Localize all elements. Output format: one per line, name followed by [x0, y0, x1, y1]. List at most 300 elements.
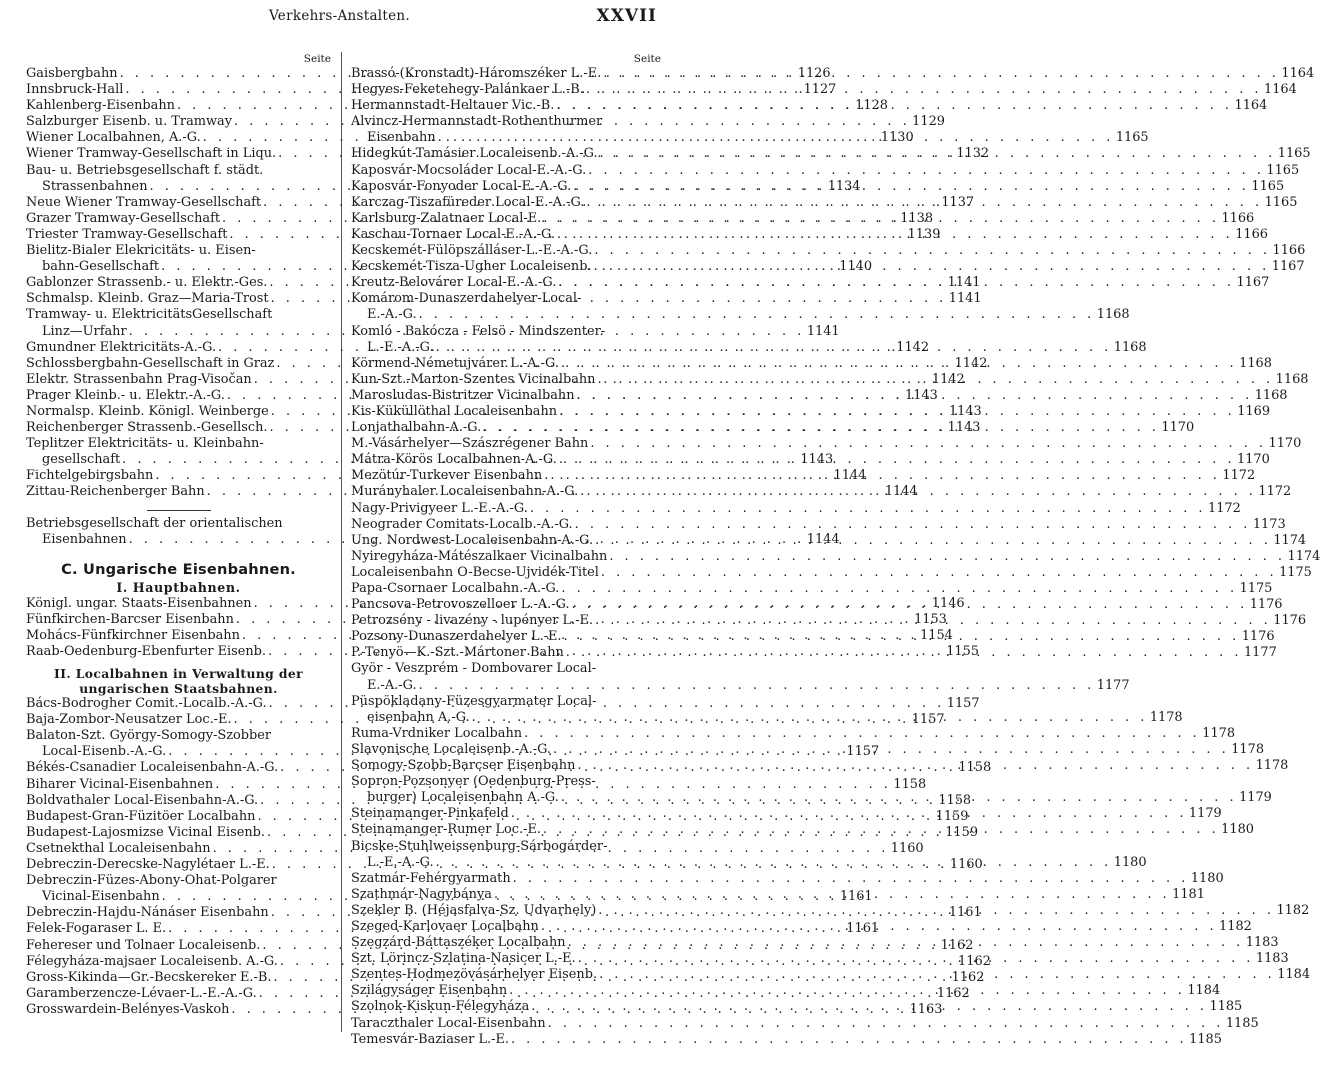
page-ref: 1172 — [1208, 500, 1241, 516]
leader-dots — [417, 307, 1097, 323]
page-ref: 1167 — [1236, 275, 1270, 291]
entry-name: Ruma-Vrdniker Localbahn — [351, 725, 523, 741]
seite-label: Seite — [633, 53, 661, 65]
entry-name: Karlsburg-Zalatnaer Local-E. — [351, 210, 542, 226]
entry-name-continued: E.-A.-G. — [367, 677, 417, 693]
page-ref: 1165 — [1266, 162, 1300, 178]
index-entry — [351, 564, 1312, 581]
entry-name: Salzburger Eisenb. u. Tramway — [26, 114, 232, 130]
page-ref: 1162 — [951, 969, 985, 985]
entry-name: Mezötúr-Turkever Eisenbahn — [351, 468, 543, 484]
leader-dots — [556, 275, 1236, 291]
entry-name: Debreczin-Füzes-Abony-Ohat-Polgarer — [26, 873, 277, 889]
entry-row — [351, 581, 1273, 597]
entry-name-continued: burger) Localeisenbahn A.-G. — [367, 790, 559, 806]
page-ref: 1160 — [890, 840, 924, 856]
page-ref: 1161 — [948, 905, 982, 921]
page-ref: 1168 — [1239, 355, 1272, 371]
page-ref: 1138 — [900, 210, 934, 226]
running-title: Verkehrs-Anstalten. — [268, 8, 411, 24]
page-ref: 1129 — [912, 114, 945, 130]
page-ref: 1169 — [1237, 403, 1271, 419]
leader-dots — [470, 710, 1150, 726]
entry-name: Elektr. Strassenbahn Prag-Visočan — [26, 371, 252, 387]
subsection-heading-line1: II. Localbahnen in Verwaltung der — [54, 666, 303, 682]
separator-rule — [147, 510, 211, 511]
page-ref: 1137 — [941, 194, 975, 210]
entry-name: Nyiregyháza-Mátészalkaer Vicinalbahn — [351, 548, 608, 564]
page-ref: 1146 — [931, 595, 965, 611]
leader-dots — [564, 645, 1244, 661]
entry-name: Püspökladany-Füzesgyarmater Local- — [351, 693, 597, 709]
entry-name: Prager Kleinb.- u. Elektr.-A.-G. — [26, 387, 225, 403]
page-ref: 1157 — [846, 744, 880, 760]
entry-name: Papa-Csornaer Localbahn.-A.-G. — [351, 581, 560, 596]
entry-name: Marosludas-Bistritzer Vicinalbahn — [351, 387, 575, 403]
entry-name-continued: Linz—Urfahr — [42, 323, 127, 339]
entry-name: Hegyes-Feketehegy-Palánkaer L.-B. — [351, 82, 584, 98]
entry-name: Wiener Localbahnen, A.-G. — [26, 130, 201, 146]
page-ref: 1174 — [1273, 532, 1307, 548]
entry-name: Lonjathalbahn-A.-G. — [351, 420, 482, 436]
entry-name: Bau- u. Betriebsgesellschaft f. städt. — [26, 162, 264, 178]
leader-dots — [584, 195, 1264, 211]
entry-row — [351, 162, 1300, 179]
page-ref: 1165 — [1251, 178, 1285, 194]
page-ref: 1170 — [1268, 436, 1302, 452]
page-ref: 1164 — [1281, 66, 1315, 81]
page-ref: 1141 — [948, 291, 982, 307]
entry-name: Félegyháza-majsaer Localeisenb. A.-G. — [26, 953, 278, 969]
leader-dots — [575, 758, 1255, 774]
entry-name-continued: L.-E.-A.-G. — [367, 339, 434, 355]
page-ref: 1180 — [1190, 870, 1224, 886]
entry-row — [351, 436, 1302, 452]
page-ref: 1168 — [1096, 307, 1130, 323]
entry-row — [351, 564, 1312, 581]
entry-name: Kun-Szt.-Marton-Szentes Vicinalbahn — [351, 371, 596, 387]
entry-name: Reichenberger Strassenb.-Gesellsch. — [26, 420, 268, 436]
entry-name: Debreczin-Derecske-Nagylétaer L.-E. — [26, 857, 270, 873]
entry-name: Triester Tramway-Gesellschaft — [26, 226, 228, 242]
page-ref: 1130 — [880, 130, 914, 146]
entry-row — [351, 677, 1130, 694]
page-ref: 1183 — [1255, 951, 1289, 967]
entry-name: P.-Tenyö—K.-Szt.-Mártoner Bahn — [351, 645, 564, 661]
page-ref: 1143 — [905, 387, 938, 403]
page-ref: 1174 — [1287, 548, 1320, 564]
index-entry — [351, 243, 1306, 259]
entry-name: Murányhaler Localeisenbahn-A.-G. — [351, 484, 579, 500]
leader-dots — [562, 629, 1242, 645]
entry-row — [351, 548, 1320, 565]
page-ref: 1185 — [1209, 999, 1243, 1015]
entry-name: Szatmár-Fehérgyarmath — [351, 870, 511, 886]
entry-name: Normalsp. Kleinb. Königl. Weinberge — [26, 403, 269, 419]
entry-name: Zittau-Reichenberger Bahn — [26, 484, 205, 500]
leader-dots — [598, 146, 1278, 162]
page-ref: 1164 — [1234, 98, 1268, 114]
leader-dots — [557, 452, 1237, 468]
page-ref: 1184 — [1277, 967, 1311, 983]
entry-name: Budapest-Lajosmizse Vicinal Eisenb. — [26, 824, 266, 840]
page-ref: 1142 — [896, 339, 930, 355]
page-ref: 1180 — [1113, 854, 1147, 870]
entry-name: Petrozsény - livazény - lupényer L.-E. — [351, 613, 594, 629]
leader-dots — [434, 340, 1114, 356]
leader-dots — [507, 983, 1187, 999]
entry-name: Kahlenberg-Eisenbahn — [26, 98, 175, 114]
page-header — [0, 6, 679, 28]
leader-dots — [599, 565, 1279, 581]
page-ref: 1177 — [1096, 677, 1130, 693]
leader-dots — [570, 597, 1250, 613]
entry-name: Szilágyságer Eisenbahn — [351, 983, 508, 999]
leader-dots — [578, 484, 1258, 500]
entry-name: Karczag-Tiszafüreder Local-E.-A.-G. — [351, 194, 585, 210]
page-ref: 1153 — [914, 611, 947, 627]
page-ref: 1143 — [948, 403, 982, 419]
leader-dots — [434, 855, 1114, 871]
entry-name: Grosswardein-Belényes-Vaskoh — [26, 1001, 230, 1017]
leader-dots — [541, 211, 1221, 227]
entry-name: Bács-Bodrogher Comit.-Localb.-A.-G. — [26, 696, 267, 712]
page-ref: 1162 — [936, 985, 970, 1001]
index-entry — [351, 500, 1241, 517]
entry-name: Debreczin-Hajdu-Nánáser Eisenbahn — [26, 905, 269, 921]
page-ref: 1178 — [1202, 725, 1236, 741]
entry-name: Bielitz-Bialer Elekricitäts- u. Eisen- — [26, 243, 256, 259]
entry-name: Györ - Veszprém - Dombovarer Local- — [351, 661, 597, 677]
page-number: XXVII — [596, 6, 657, 26]
leader-dots — [559, 356, 1239, 372]
page-ref: 1182 — [1219, 918, 1252, 934]
entry-name: Gaisbergbahn — [26, 66, 118, 81]
entry-row — [351, 1015, 1259, 1032]
page-ref: 1126 — [797, 66, 831, 81]
leader-dots — [528, 501, 1208, 517]
leader-dots — [601, 66, 1281, 82]
entry-name: Kaschau-Tornaer Local-E.-A.-G. — [351, 226, 555, 242]
leader-dots — [554, 98, 1234, 114]
page-ref: 1143 — [800, 452, 834, 468]
entry-name: Budapest-Gran-Füzitöer Localbahn — [26, 808, 256, 824]
page-ref: 1165 — [1277, 146, 1311, 162]
index-entry — [351, 548, 1320, 565]
page-ref: 1178 — [1149, 709, 1183, 725]
page-ref: 1158 — [958, 760, 992, 776]
seite-label: Seite — [303, 53, 331, 65]
leader-dots — [509, 806, 1189, 822]
index-entry — [351, 1031, 1222, 1048]
page-ref: 1162 — [958, 953, 991, 969]
entry-name-continued: Vicinal-Eisenbahn — [42, 889, 160, 905]
entry-name: Temesvár-Baziaser L.-E. — [351, 1031, 509, 1047]
page-ref: 1159 — [935, 808, 969, 824]
section-heading: C. Ungarische Eisenbahnen. — [61, 560, 296, 578]
index-entry — [351, 661, 1130, 693]
page-ref: 1181 — [1172, 886, 1205, 902]
entry-name: Tramway- u. ElektricitätsGesellschaft — [26, 307, 273, 323]
page-ref: 1132 — [956, 146, 990, 162]
index-entry — [351, 516, 1286, 533]
entry-name: Szeged-Karlovaer Localbahn — [351, 918, 539, 934]
entry-name-continued: Eisenbahn — [367, 130, 436, 146]
page-ref: 1162 — [940, 937, 974, 953]
index-entry — [351, 870, 1224, 887]
page-ref: 1144 — [833, 468, 867, 484]
entry-name: Békés-Csanadier Localeisenbahn-A.-G. — [26, 760, 279, 776]
page-ref: 1143 — [947, 420, 981, 436]
entry-name: Gablonzer Strassenb.- u. Elektr.-Ges. — [26, 275, 268, 291]
page-ref: 1176 — [1241, 629, 1275, 645]
entry-name: Hidegkút-Tamásier Localeisenb.-A.-G. — [351, 146, 598, 162]
page-ref: 1141 — [947, 275, 981, 291]
leader-dots — [559, 581, 1239, 597]
page-ref: 1158 — [938, 792, 972, 808]
subsection-heading-line2: ungarischen Staatsbahnen. — [79, 681, 278, 697]
page-ref: 1168 — [1275, 371, 1309, 387]
entry-name: Mátra-Körös Localbahnen-A.-G. — [351, 452, 557, 468]
entry-name: Biharer Vicinal-Eisenbahnen — [26, 776, 214, 792]
entry-name: Taraczthaler Local-Eisenbahn — [351, 1015, 546, 1031]
leader-dots — [573, 517, 1253, 533]
leader-dots — [557, 404, 1237, 420]
leader-dots — [588, 436, 1268, 452]
leader-dots — [597, 967, 1277, 983]
page-ref: 1175 — [1279, 564, 1312, 580]
entry-row — [351, 1031, 1222, 1048]
page-ref: 1160 — [949, 857, 983, 873]
entry-name: Komló - Bakócza - Felsö - Mindszenter- — [351, 323, 606, 339]
entry-name: Szolnok-Kiskun-Félegyháza — [351, 999, 530, 1015]
entry-name: Schmalsp. Kleinb. Graz—Maria-Trost — [26, 291, 269, 307]
entry-name: Localeisenbahn O-Becse-Ujvidék-Titel — [351, 564, 599, 580]
entry-name: Kreutz-Belovárer Local-E.-A.-G. — [351, 275, 557, 291]
page-ref: 1183 — [1245, 935, 1279, 951]
page-ref: 1165 — [1115, 130, 1149, 146]
subsection-heading: I. Hauptbahnen. — [116, 579, 241, 595]
entry-name: Szentes-Hodmezövásárhelyer Eisenb. — [351, 967, 598, 983]
leader-dots — [593, 533, 1273, 549]
page-ref: 1176 — [1273, 613, 1307, 629]
entry-name: Königl. ungar. Staats-Eisenbahnen — [26, 595, 252, 611]
entry-name: Kaposvár-Mocsoláder Local-E.-A.-G. — [351, 162, 587, 178]
entry-name: Bicske-Stuhlweissenburg-Sárbogárder- — [351, 838, 608, 854]
leader-dots — [559, 790, 1239, 806]
page-ref: 1134 — [827, 178, 861, 194]
leader-dots — [481, 420, 1161, 436]
entry-name: Innsbruck-Hall — [26, 82, 124, 98]
entry-name: Steinamanger-Rumer Loc.-E. — [351, 822, 541, 838]
entry-name: Slavonische Localeisenb.-A.-G. — [351, 741, 552, 757]
page-ref: 1185 — [1189, 1031, 1222, 1047]
entry-name: Kaposvár-Fonyoder Local-E.-A.-G. — [351, 178, 572, 194]
page-ref: 1166 — [1221, 210, 1255, 226]
leader-dots — [522, 726, 1202, 742]
entry-name: Körmend-Németujvárer L.-A.-G. — [351, 355, 559, 371]
entry-row — [351, 870, 1224, 887]
leader-dots — [546, 1016, 1226, 1032]
page-ref: 1175 — [1239, 581, 1273, 596]
leader-dots — [586, 163, 1266, 179]
entry-name-continued: Local-Eisenb.-A.-G. — [42, 744, 167, 760]
page-ref: 1141 — [806, 323, 840, 339]
page-ref: 1139 — [907, 226, 941, 242]
entry-name-continued: Eisenbahnen — [42, 531, 127, 547]
page-ref: 1140 — [839, 259, 873, 275]
entry-name: Neue Wiener Tramway-Gesellschaft — [26, 194, 262, 210]
page-ref: 1159 — [945, 824, 979, 840]
entry-name: Mohács-Fünfkirchner Eisenbahn — [26, 627, 240, 643]
page-ref: 1164 — [1264, 82, 1297, 98]
entry-name: Alvincz-Hermannstadt-Rothenthurmer — [351, 114, 603, 130]
index-entry — [351, 1015, 1259, 1032]
leader-dots — [511, 871, 1191, 887]
entry-name: Pancsova-Petrovoszelloer L.-A.-G. — [351, 597, 570, 613]
page-ref: 1157 — [946, 696, 980, 712]
entry-name: Kecskemét-Fülöpszálláser-L.-E.-A.-G. — [351, 243, 593, 259]
entry-name: Csetnekthal Localeisenbahn — [26, 840, 211, 856]
leader-dots — [539, 919, 1219, 935]
entry-name: Komárom-Dunaszerdahelyer-Local- — [351, 291, 582, 307]
page-ref: 1144 — [806, 531, 840, 547]
leader-dots — [436, 130, 1116, 146]
leader-dots — [576, 951, 1256, 967]
page-ref: 1184 — [1187, 983, 1221, 999]
leader-dots — [566, 935, 1246, 951]
entry-row — [351, 725, 1236, 742]
page-ref: 1155 — [946, 644, 980, 659]
page-ref: 1182 — [1276, 902, 1310, 918]
page-ref: 1161 — [839, 889, 873, 905]
entry-name: Szt. Lörincz-Szlatina-Nasicer L.-E. — [351, 951, 576, 967]
entry-name: M.-Vásárhelyer—Szászrégener Bahn — [351, 436, 589, 452]
page-ref: 1142 — [954, 355, 988, 371]
entry-name: Szegzárd-Báttaszéker Localbahn — [351, 935, 566, 951]
entry-name: Fichtelgebirgsbahn — [26, 468, 154, 484]
entry-name: Kis-Küküllöthal Localeisenbahn — [351, 403, 558, 419]
entry-name: Teplitzer Elektricitäts- u. Kleinbahn- — [26, 436, 264, 452]
page-ref: 1185 — [1225, 1015, 1259, 1031]
entry-name-continued: Strassenbahnen — [42, 178, 148, 194]
entry-name: Fünfkirchen-Barcser Eisenbahn — [26, 611, 234, 627]
leader-dots — [584, 82, 1264, 98]
entry-name: Pozsony-Dunaszerdahelyer L.-E. — [351, 629, 562, 645]
leader-dots — [541, 822, 1221, 838]
leader-dots — [555, 227, 1235, 243]
entry-row — [351, 500, 1241, 517]
page-ref: 1161 — [846, 921, 880, 937]
leader-dots — [492, 887, 1172, 903]
leader-dots — [592, 259, 1272, 275]
entry-name: Betriebsgesellschaft der orientalischen — [26, 515, 283, 531]
page-ref: 1167 — [1271, 259, 1305, 275]
index-entry — [351, 725, 1236, 742]
leader-dots — [509, 1032, 1189, 1048]
entry-name: Baja-Zombor-Neusatzer Loc.-E. — [26, 712, 232, 728]
page-ref: 1157 — [911, 712, 945, 728]
entry-row — [351, 307, 1130, 323]
entry-name: Gmundner Elektricitäts-A.-G. — [26, 339, 217, 355]
entry-row — [351, 516, 1286, 533]
page-ref: 1168 — [1254, 387, 1288, 403]
entry-name: Garamberzencze-Lévaer-L.-E.-A.-G. — [26, 985, 257, 1001]
entry-name: Neograder Comitats-Localb.-A.-G. — [351, 516, 573, 532]
entry-name: Szathmár-Nagybánya — [351, 886, 492, 902]
page-ref: 1172 — [1258, 484, 1292, 500]
page-ref: 1170 — [1237, 452, 1270, 468]
page-ref: 1165 — [1264, 194, 1298, 210]
index-entry — [351, 436, 1302, 452]
leader-dots — [571, 179, 1251, 195]
entry-name-continued: E.-A.-G. — [367, 307, 417, 323]
page-ref: 1158 — [893, 776, 927, 792]
page-ref: 1173 — [1252, 516, 1286, 532]
page-ref: 1177 — [1243, 645, 1277, 661]
page-ref: 1128 — [855, 98, 888, 114]
entry-name: Szekler B. (Héjasfalva-Sz. Udvarhely) — [351, 902, 597, 918]
entry-name: Gross-Kikinda—Gr.-Becskereker E.-B. — [26, 969, 272, 985]
entry-name-continued: eisenbahn A.-G. — [367, 709, 470, 725]
page-ref: 1179 — [1239, 790, 1272, 806]
entry-name: Felek-Fogaraser L. E. — [26, 921, 167, 937]
entry-name: Boldvathaler Local-Eisenbahn-A.-G. — [26, 792, 259, 808]
entry-name: Hermannstadt-Heltauer Vic.-B. — [351, 98, 555, 114]
entry-name-continued: L.-E.-A.-G. — [367, 854, 434, 870]
entry-row — [351, 243, 1306, 259]
leader-dots — [607, 549, 1287, 565]
entry-name: Brassó-(Kronstadt)-Háromszéker L.-E. — [351, 66, 602, 81]
leader-dots — [595, 372, 1275, 388]
entry-name-continued: gesellschaft — [42, 452, 121, 468]
entry-name: Kecskemét-Tisza-Ugher Localeisenb. — [351, 259, 592, 275]
page-ref: 1170 — [1161, 420, 1195, 436]
page-ref: 1127 — [803, 82, 837, 98]
page-ref: 1168 — [1113, 339, 1147, 355]
leader-dots — [593, 613, 1273, 629]
page-ref: 1166 — [1235, 226, 1268, 242]
entry-name: Sopron-Pozsonyer (Oedenburg-Press- — [351, 774, 596, 790]
page-ref: 1172 — [1222, 468, 1256, 484]
leader-dots — [551, 742, 1231, 758]
entry-name: Nagy-Privigyeer L.-E.-A.-G. — [351, 500, 528, 516]
page-ref: 1142 — [931, 371, 965, 387]
entry-name: Grazer Tramway-Gesellschaft — [26, 210, 221, 226]
entry-name: Balaton-Szt. György-Somogy-Szobber — [26, 728, 272, 744]
page-ref: 1154 — [920, 627, 953, 643]
index-entry — [351, 162, 1300, 179]
page-ref: 1176 — [1249, 597, 1283, 613]
leader-dots — [417, 678, 1097, 694]
entry-name: Somogy-Szobb-Barcser Eisenbahn — [351, 758, 576, 774]
leader-dots — [542, 468, 1222, 484]
page-ref: 1144 — [884, 484, 918, 500]
entry-name-continued: bahn-Gesellschaft — [42, 259, 160, 275]
entry-name: Wiener Tramway-Gesellschaft in Liqu. — [26, 146, 277, 162]
index-entry — [351, 581, 1273, 597]
leader-dots — [529, 999, 1209, 1015]
page-ref: 1179 — [1188, 806, 1222, 822]
entry-name: Fehereser und Tolnaer Localeisenb. — [26, 937, 261, 953]
entry-name: Steinamanger-Pinkafeld — [351, 806, 509, 822]
entry-name: Schlossbergbahn-Gesellschaft in Graz — [26, 355, 275, 371]
page-ref: 1166 — [1272, 243, 1306, 259]
page-ref: 1163 — [909, 1001, 943, 1017]
page-ref: 1178 — [1255, 758, 1289, 774]
leader-dots — [596, 903, 1276, 919]
entry-name: Raab-Oedenburg-Ebenfurter Eisenb. — [26, 644, 267, 659]
